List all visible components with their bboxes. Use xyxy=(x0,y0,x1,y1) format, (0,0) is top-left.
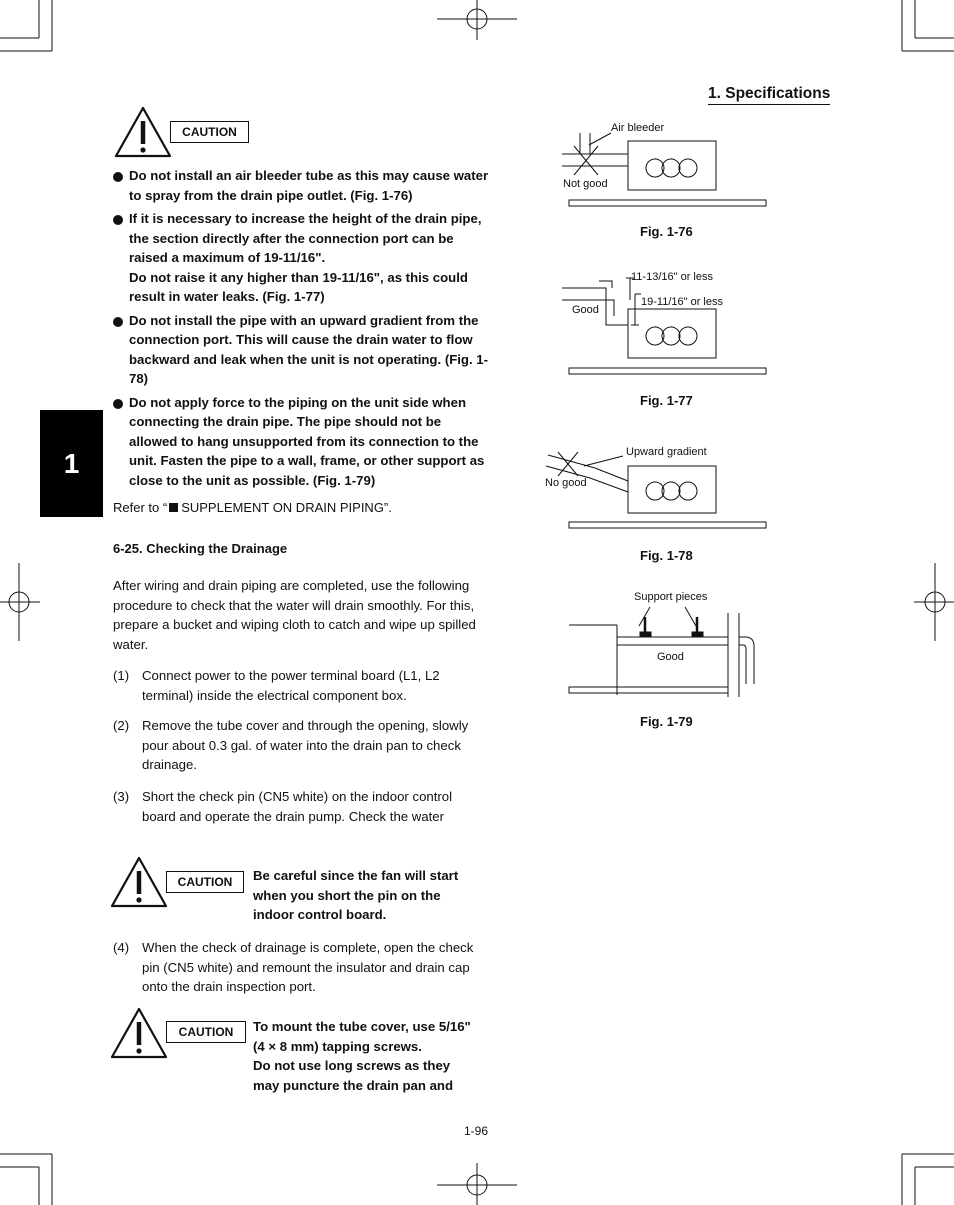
fig77-caption: Fig. 1-77 xyxy=(640,393,693,408)
fig-1-77-drawing xyxy=(562,278,766,374)
caution-bullet xyxy=(113,166,493,205)
bullet-text: Do not raise it any higher than 19-11/16", as this could result in water leaks. (Fig. 1-77) xyxy=(129,269,468,304)
step-text: Remove the tube cover and through the opening, slowly pour about 0.3 gal. of water into the drain pan to check drainage. xyxy=(142,718,469,772)
refer-note xyxy=(113,500,392,515)
bullet-icon xyxy=(113,215,123,225)
fig79-good-label: Good xyxy=(657,651,684,663)
fig77-dim1-label: 11-13/16" or less xyxy=(631,271,713,283)
step-item xyxy=(113,938,483,997)
fig-1-76-drawing xyxy=(562,133,766,206)
caution-line: To mount the tube cover, use 5/16" xyxy=(253,1019,471,1034)
page-number: 1-96 xyxy=(464,1124,489,1138)
fig77-dim2-label: 19-11/16" or less xyxy=(641,296,723,308)
caution-bullet xyxy=(113,209,493,307)
step-text: When the check of drainage is complete, open the check pin (CN5 white) and remount the insulator and drain cap onto the drain inspection port. xyxy=(142,940,474,994)
fig78-caption: Fig. 1-78 xyxy=(640,548,693,563)
caution-text xyxy=(253,866,458,925)
step-number: (2) xyxy=(113,718,130,733)
bullet-text: Do not install an air bleeder tube as this may cause water to spray from the drain pipe outlet. (Fig. 1-76) xyxy=(129,168,489,203)
fig76-not-good-label: Not good xyxy=(563,178,608,190)
fig79-caption: Fig. 1-79 xyxy=(640,714,693,729)
fig79-support-label: Support pieces xyxy=(634,591,708,603)
fig78-no-good-label: No good xyxy=(545,477,587,489)
caution-bullet-list xyxy=(113,166,493,494)
caution-line: may puncture the drain pan and xyxy=(253,1077,454,1093)
caution-line: Be careful since the fan will start xyxy=(253,868,459,883)
fig77-good-label: Good xyxy=(572,304,599,316)
fig76-air-bleeder-label: Air bleeder xyxy=(611,122,665,134)
step-item xyxy=(113,787,483,826)
step-number: (3) xyxy=(113,789,130,804)
step-text: Short the check pin (CN5 white) on the indoor control board and operate the drain pump. Check the water xyxy=(142,789,453,824)
caution-label: CAUTION xyxy=(166,871,244,893)
bullet-icon xyxy=(113,399,123,409)
bullet-text: If it is necessary to increase the height of the drain pipe, the section directly after the connection port can be raised a maximum of 19-11/16". xyxy=(129,211,482,265)
caution-bullet xyxy=(113,311,493,389)
caution-line: (4 × 8 mm) tapping screws. xyxy=(253,1038,422,1054)
step-item xyxy=(113,716,483,775)
refer-text-start: Refer to “ xyxy=(113,500,168,515)
bullet-text: Do not apply force to the piping on the unit side when connecting the drain pipe. The pipe should not be allowed to hang unsupported from its connection to the unit. Fasten the pipe to a wall, frame, or other support as close to the unit as possible. (Fig. 1-79) xyxy=(129,394,485,488)
page-title: 1. Specifications xyxy=(708,85,830,105)
caution-line: indoor control board. xyxy=(253,907,387,922)
intro-paragraph: After wiring and drain piping are completed, use the following procedure to check that the water will drain smoothly. For this, prepare a bucket and wiping cloth to catch and wipe up spilled water. xyxy=(113,578,476,652)
caution-label: CAUTION xyxy=(166,1021,246,1043)
warning-icon xyxy=(112,1009,166,1057)
section-title: 6-25. Checking the Drainage xyxy=(113,541,288,556)
caution-line: Do not use long screws as they xyxy=(253,1058,451,1073)
chapter-tab: 1 xyxy=(40,410,103,517)
caution-text xyxy=(253,1017,471,1095)
step-item xyxy=(113,666,483,705)
fig76-caption: Fig. 1-76 xyxy=(640,224,693,239)
caution-line: when you short the pin on the xyxy=(253,887,441,903)
bullet-icon xyxy=(113,172,123,182)
fig-1-78-drawing xyxy=(546,452,766,528)
bullet-text: Do not install the pipe with an upward gradient from the connection port. This will cause the drain water to flow backward and leak when the unit is not operating. (Fig. 1-78) xyxy=(129,312,489,386)
step-number: (1) xyxy=(113,668,130,683)
bullet-icon xyxy=(113,317,123,327)
caution-bullet xyxy=(113,393,493,491)
refer-text-end: SUPPLEMENT ON DRAIN PIPING”. xyxy=(181,500,392,515)
step-text: Connect power to the power terminal board (L1, L2 terminal) inside the electrical component box. xyxy=(142,668,440,703)
square-icon xyxy=(169,503,178,512)
warning-icon xyxy=(116,108,170,156)
fig78-upward-label: Upward gradient xyxy=(626,446,707,458)
step-number: (4) xyxy=(113,940,130,955)
caution-label: CAUTION xyxy=(170,121,249,143)
warning-icon xyxy=(112,858,166,906)
